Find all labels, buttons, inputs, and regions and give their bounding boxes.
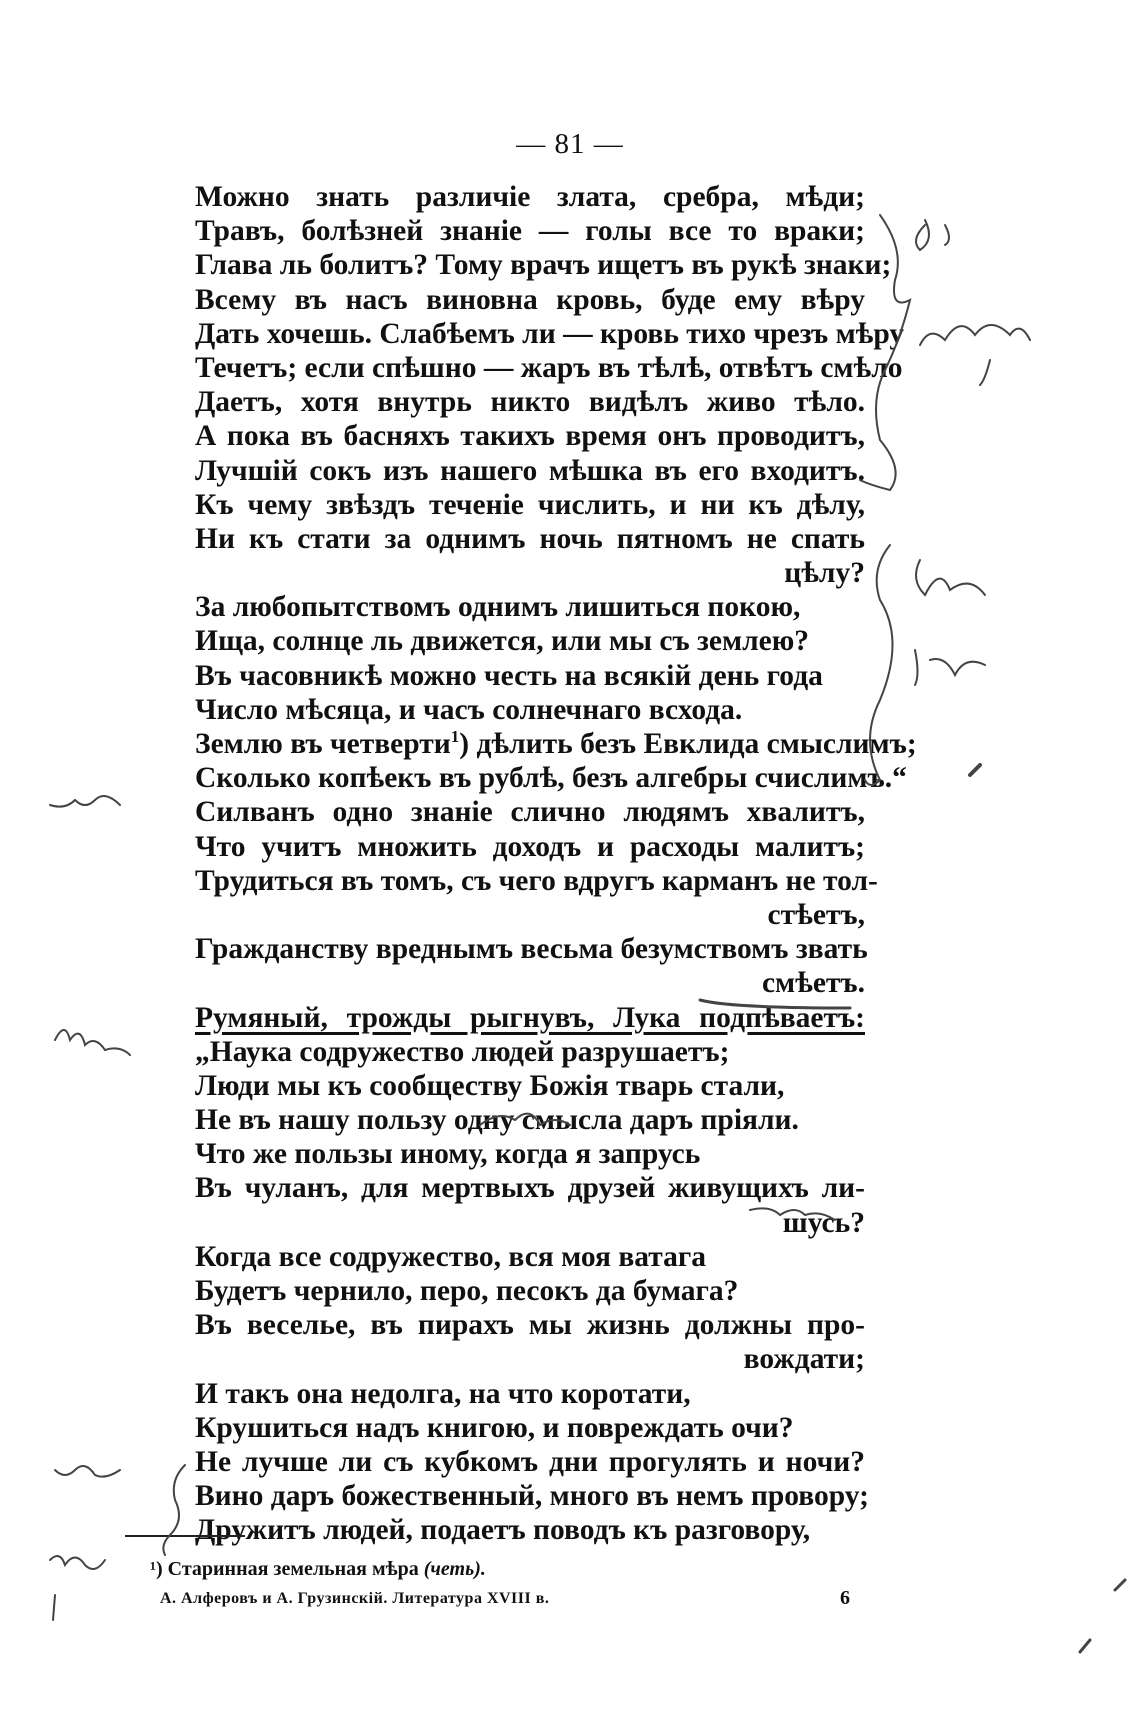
poem-line-text: шусь? (782, 1206, 865, 1239)
poem-line-text: Всему въ насъ виновна кровь, буде ему вѣру (195, 283, 865, 316)
poem-line-text: Когда все содружество, вся моя ватага (195, 1240, 707, 1273)
poem-line-text: Трудиться въ томъ, съ чего вдругъ карманъ не тол- (195, 864, 878, 897)
poem-line-text: Силванъ одно знаніе слично людямъ хвалитъ, (195, 796, 865, 829)
poem-line-text: Течетъ; если спѣшно — жаръ въ тѣлѣ, отвѣтъ смѣло (195, 351, 903, 384)
poem-line-text: Глава ль болитъ? Тому врачъ ищетъ въ рукѣ знаки; (195, 249, 892, 282)
poem-line-text: Что же пользы иному, когда я запрусь (195, 1138, 701, 1171)
poem-line-text: Можно знать различіе злата, сребра, мѣди; (195, 181, 865, 213)
poem-line-text: Дружитъ людей, подаетъ поводъ къ разговору, (195, 1514, 811, 1547)
page-number: — 81 — (516, 128, 624, 160)
poem-line-text: „Наука содружество людей разрушаетъ; (195, 1035, 730, 1068)
footnote-text: Старинная земельная мѣра (167, 1558, 419, 1580)
poem-line-text: За любопытствомъ однимъ лишиться покою, (195, 591, 801, 624)
poem-line-text: Гражданству вреднымъ весьма безумствомъ звать (195, 933, 868, 966)
poem-line-text: смѣетъ. (761, 967, 865, 1000)
poem-line-text: Къ чему звѣздъ теченіе числить, и ни къ дѣлу, (195, 488, 865, 521)
poem-line-text: Дать хочешь. Слабѣемъ ли — кровь тихо чрезъ мѣру (195, 317, 905, 350)
footnote-marker: ¹) (150, 1558, 163, 1580)
poem-line-text: Число мѣсяца, и часъ солнечнаго всхода. (195, 693, 743, 726)
poem-line-text: Землю въ четверти (195, 728, 451, 760)
poem-line-text: Что учитъ множить доходъ и расходы малитъ; (195, 830, 865, 863)
poem-line-text: Крушиться надъ книгою, и повреждать очи? (195, 1411, 794, 1444)
poem-line-text: Не лучше ли съ кубкомъ дни прогулять и ночи? (195, 1445, 865, 1478)
poem-line-text-continued: ) дѣлить безъ Евклида смыслимъ; (459, 728, 917, 760)
poem-line-text: И такъ она недолга, на что коротати, (195, 1377, 691, 1410)
poem-line-text: Будетъ чернило, перо, песокъ да бумага? (195, 1275, 739, 1307)
poem-line-text: цѣлу? (784, 557, 865, 590)
poem-line-text: Не въ нашу пользу одну смысла даръ пріяли. (195, 1104, 799, 1137)
poem-line-text: Даетъ, хотя внутрь никто видѣлъ живо тѣло. (195, 386, 865, 419)
poem-line-text: Въ веселье, въ пирахъ мы жизнь должны про- (195, 1309, 865, 1342)
poem-line-text: А пока въ басняхъ такихъ время онъ проводитъ, (195, 420, 865, 453)
printer-signature: А. Алферовъ и А. Грузинскій. Литература XVIII в. (160, 1590, 550, 1607)
poem-line-text: Травъ, болѣзней знаніе — голы все то враки; (195, 215, 865, 248)
poem-line-text: стѣетъ, (767, 898, 865, 931)
poem-line-text: Румяный, трожды рыгнувъ, Лука подпѣваетъ: (195, 1001, 865, 1034)
poem-line-text: Люди мы къ сообществу Божія тварь стали, (195, 1069, 785, 1102)
sheet-number: 6 (840, 1587, 850, 1609)
footnote-reference: 1 (450, 727, 460, 747)
poem-line-text: Въ чуланъ, для мертвыхъ друзей живущихъ ли- (195, 1172, 865, 1205)
poem-line-text: Сколько копѣекъ въ рублѣ, безъ алгебры счислимъ.“ (195, 762, 907, 795)
footnote-italic: (четь). (423, 1558, 486, 1580)
poem-line-text: вождати; (743, 1343, 865, 1376)
poem-line-text: Лучшій сокъ изъ нашего мѣшка въ его входитъ. (195, 454, 865, 487)
poem-line-text: Ища, солнце ль движется, или мы съ землею? (195, 625, 810, 658)
poem-line-text: Вино даръ божественный, много въ немъ провору; (195, 1480, 869, 1513)
poem-line-text: Въ часовникѣ можно честь на всякій день года (195, 659, 823, 692)
poem-line-text: Ни къ стати за однимъ ночь пятномъ не спать (195, 522, 865, 555)
